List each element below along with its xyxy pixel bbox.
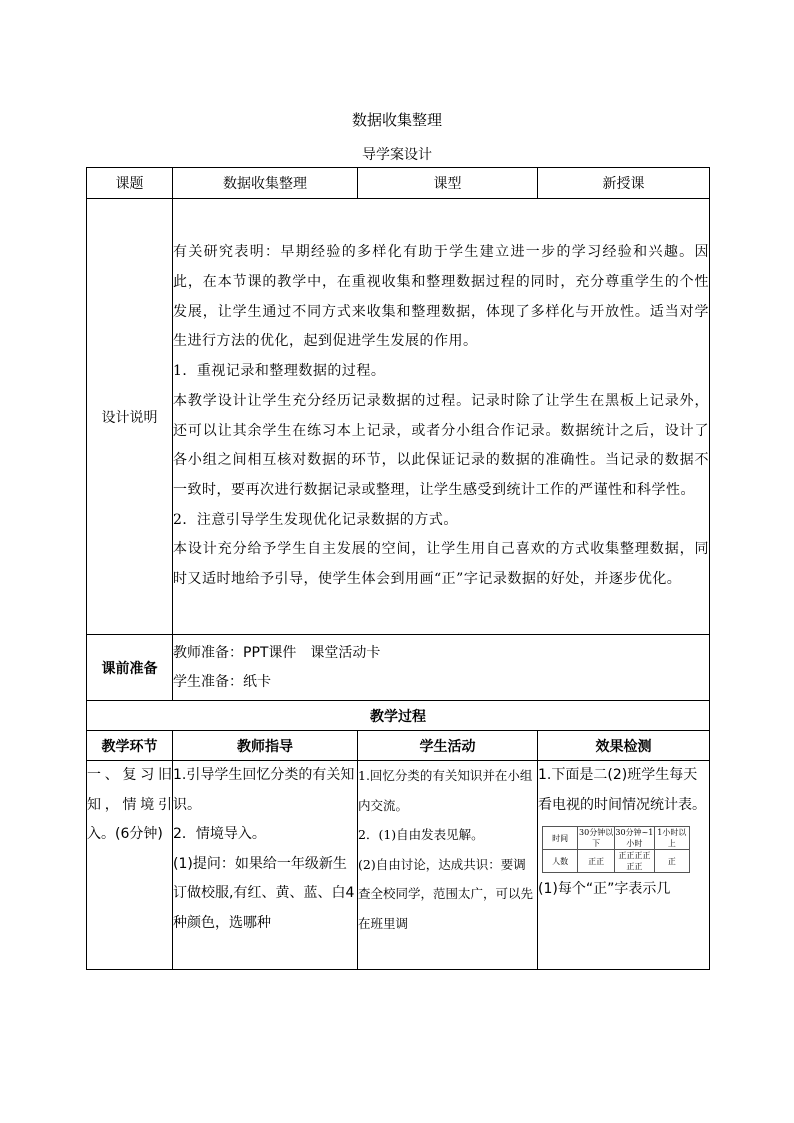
design-text-cell: [173, 199, 710, 635]
design-label-cell: 设计说明: [87, 199, 173, 635]
mini-count-30-60: 正正正正正正: [615, 850, 655, 873]
col-header-student: 学生活动: [358, 731, 538, 761]
mini-header-time: 时间: [543, 827, 578, 850]
col-header-stage: 教学环节: [87, 731, 173, 761]
student-activity-cell: [358, 761, 538, 970]
prep-text-cell: [173, 635, 710, 701]
document-subtitle: 导学案设计: [362, 147, 432, 163]
prep-label-cell: 课前准备: [87, 635, 173, 701]
col-header-teacher: 教师指导: [173, 731, 358, 761]
mini-header-30-60: 30分钟~1小时: [615, 828, 654, 848]
student-step-2: 2．(1)自由发表见解。: [358, 827, 484, 842]
mini-count-under-30: 正正: [578, 850, 615, 873]
design-paragraph-1: 有关研究表明：早期经验的多样化有助于学生建立进一步的学习经验和兴趣。因此，在本节课的教学中，在重视收集和整理数据过程的同时，充分尊重学生的个性发展，让学生通过不同方式来收集和整理数据，体现了多样化与开放性。适当对学生进行方法的优化，起到促进学生发展的作用。: [173, 244, 709, 350]
effect-check-cell: [538, 761, 710, 970]
mini-header-under-30: 30分钟以下: [579, 828, 614, 848]
type-label-cell: 课型: [358, 168, 538, 199]
col-header-check: 效果检测: [538, 731, 710, 761]
process-title: 教学过程: [87, 701, 710, 731]
design-paragraph-3: 本教学设计让学生充分经历记录数据的过程。记录时除了让学生在黑板上记录外，还可以让其余学生在练习本上记录，或者分小组合作记录。数据统计之后，设计了各小组之间相互核对数据的环节，以此保证记录的数据的准确性。当记录的数据不一致时，要再次进行数据记录或整理，让学生感受到统计工作的严谨性和科学性。: [173, 392, 709, 498]
mini-header-over-60: 1小时以上: [654, 827, 689, 850]
stage-cell: 一、复习旧知，情境引入。(6分钟): [87, 761, 173, 970]
lesson-plan-table: [86, 167, 710, 970]
tv-time-table: [542, 826, 690, 873]
check-intro: 1.下面是二(2)班学生每天看电视的时间情况统计表。: [538, 767, 706, 813]
prep-student: 学生准备：纸卡: [173, 673, 271, 690]
student-step-3: (2)自由讨论，达成共识：要调查全校同学，范围太广，可以先在班里调: [358, 856, 534, 931]
prep-teacher: 教师准备：PPT课件 课堂活动卡: [173, 644, 381, 661]
teacher-step-1: 1.引导学生回忆分类的有关知识。: [173, 767, 355, 813]
teacher-guide-cell: [173, 761, 358, 970]
design-paragraph-5: 本设计充分给予学生自主发展的空间，让学生用自己喜欢的方式收集整理数据，同时又适时地给予引导，使学生体会到用画“正”字记录数据的好处，并逐步优化。: [173, 541, 709, 588]
check-question: (1)每个“正”字表示几: [538, 881, 671, 897]
design-paragraph-4: 2．注意引导学生发现优化记录数据的方式。: [173, 511, 458, 528]
mini-row-label: 人数: [543, 850, 578, 873]
topic-value-cell: 数据收集整理: [173, 168, 358, 199]
mini-count-over-60: 正: [654, 850, 689, 873]
design-paragraph-2: 1．重视记录和整理数据的过程。: [173, 363, 386, 380]
topic-label-cell: 课题: [87, 168, 173, 199]
teacher-step-3: (1)提问：如果给一年级新生订做校服,有红、黄、蓝、白4种颜色，选哪种: [173, 855, 355, 931]
teacher-step-2: 2．情境导入。: [173, 826, 266, 842]
student-step-1: 1.回忆分类的有关知识并在小组内交流。: [358, 768, 533, 813]
document-title: 数据收集整理: [351, 111, 442, 129]
type-value-cell: 新授课: [538, 168, 710, 199]
